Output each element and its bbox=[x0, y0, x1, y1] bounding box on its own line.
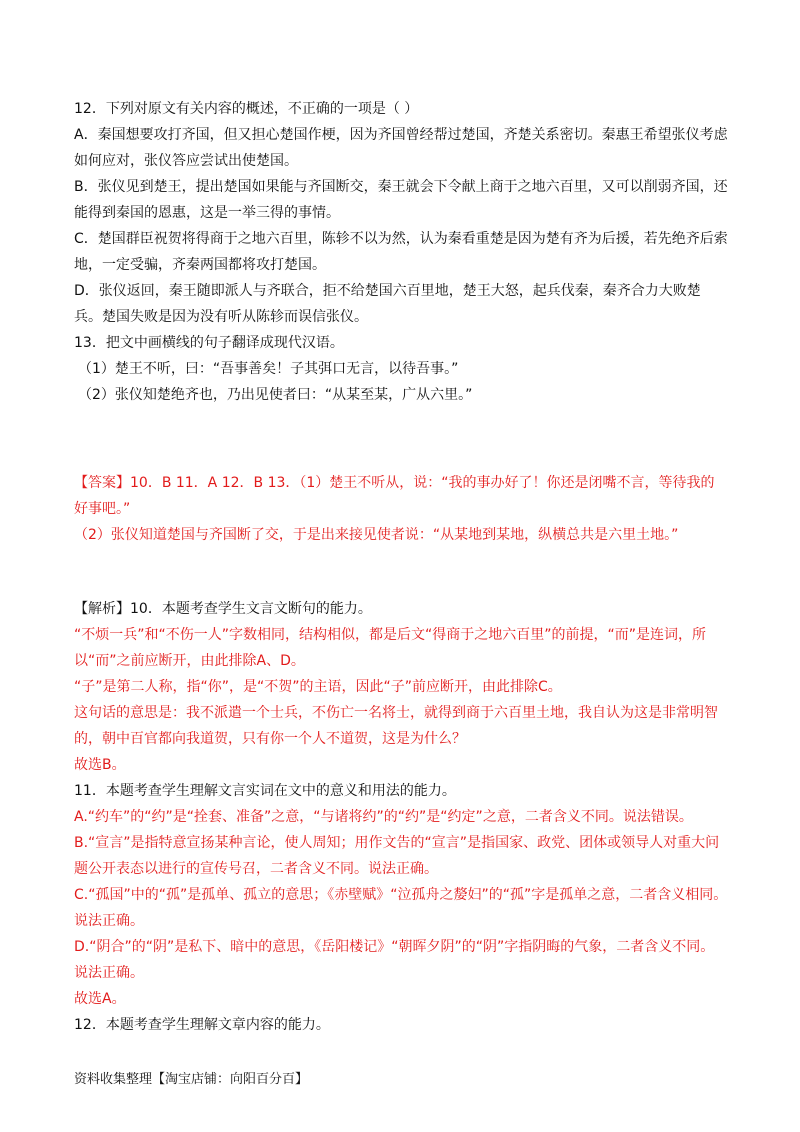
analysis-heading: 【解析】10．本题考查学生文言文断句的能力。 bbox=[74, 601, 372, 617]
question-12-option-d: D．张仪返回，秦王随即派人与齐联合，拒不给楚国六百里地，楚王大怒，起兵伐秦，秦齐合力大败楚兵。楚国失败是因为没有听从陈轸而误信张仪。 bbox=[74, 283, 701, 325]
answer-line-1: 【答案】10．B 11．A 12．B 13．（1）楚王不听从，说：“我的事办好了！你还是闭嘴不言，等待我的好事吧。” bbox=[74, 475, 715, 517]
analysis-conclusion: 故选B。 bbox=[74, 757, 126, 773]
question-13-sentence-1: （1）楚王不听，曰：“吾事善矣！子其弭口无言，以待吾事。” bbox=[78, 361, 459, 377]
spacer bbox=[74, 548, 728, 596]
analysis-paragraph: “不烦一兵”和“不伤一人”字数相同，结构相似，都是后文“得商于之地六百里”的前提，“而”是连词，所以“而”之前应断开，由此排除A、D。 bbox=[74, 627, 707, 669]
analysis-paragraph: B.“宣言”是指特意宣扬某种言论，使人周知；用作文告的“宣言”是指国家、政党、团体或领导人对重大问题公开表态以进行的宣传号召，二者含义不同。说法正确。 bbox=[74, 835, 720, 877]
analysis-conclusion: 故选A。 bbox=[74, 991, 126, 1007]
analysis-paragraph: “子”是第二人称，指“你”，是“不贺”的主语，因此“子”前应断开，由此排除C。 bbox=[74, 679, 562, 695]
analysis-paragraph: 这句话的意思是：我不派遣一个士兵，不伤亡一名将士，就得到商于六百里土地，我自认为这是非常明智的，朝中百官都向我道贺，只有你一个人不道贺，这是为什么？ bbox=[74, 705, 718, 747]
analysis-paragraph: C.“孤国”中的“孤”是孤单、孤立的意思；《赤壁赋》“泣孤舟之嫠妇”的“孤”字是孤单之意，二者含义相同。说法正确。 bbox=[74, 887, 728, 929]
question-12-option-c: C．楚国群臣祝贺将得商于之地六百里，陈轸不以为然，认为秦看重楚是因为楚有齐为后援，若先绝齐后索地，一定受骗，齐秦两国都将攻打楚国。 bbox=[74, 231, 728, 273]
question-13-stem: 13．把文中画横线的句子翻译成现代汉语。 bbox=[74, 335, 344, 351]
analysis-paragraph: A.“约车”的“约”是“拴套、准备”之意，“与诸将约”的“约”是“约定”之意，二者含义不同。说法错误。 bbox=[74, 809, 693, 825]
page-footer: 资料收集整理【淘宝店铺：向阳百分百】 bbox=[74, 1072, 309, 1087]
document-body bbox=[74, 96, 728, 1038]
analysis-paragraph: D.“阴合”的“阴”是私下、暗中的意思，《岳阳楼记》“朝晖夕阴”的“阴”字指阴晦的气象，二者含义不同。说法正确。 bbox=[74, 939, 715, 981]
spacer bbox=[74, 408, 728, 470]
answer-line-2: （2）张仪知道楚国与齐国断了交，于是出来接见使者说：“从某地到某地，纵横总共是六里土地。” bbox=[74, 527, 679, 543]
analysis-heading: 11．本题考查学生理解文言实词在文中的意义和用法的能力。 bbox=[74, 783, 456, 799]
question-12-stem: 12．下列对原文有关内容的概述，不正确的一项是（ ） bbox=[74, 101, 419, 117]
analysis-heading: 12．本题考查学生理解文章内容的能力。 bbox=[74, 1017, 330, 1033]
question-12-option-a: A．秦国想要攻打齐国，但又担心楚国作梗，因为齐国曾经帮过楚国，齐楚关系密切。秦惠王希望张仪考虑如何应对，张仪答应尝试出使楚国。 bbox=[74, 127, 728, 169]
question-13-sentence-2: （2）张仪知楚绝齐也，乃出见使者曰：“从某至某，广从六里。” bbox=[78, 387, 473, 403]
question-12-option-b: B．张仪见到楚王，提出楚国如果能与齐国断交，秦王就会下令献上商于之地六百里，又可以削弱齐国，还能得到秦国的恩惠，这是一举三得的事情。 bbox=[74, 179, 728, 221]
